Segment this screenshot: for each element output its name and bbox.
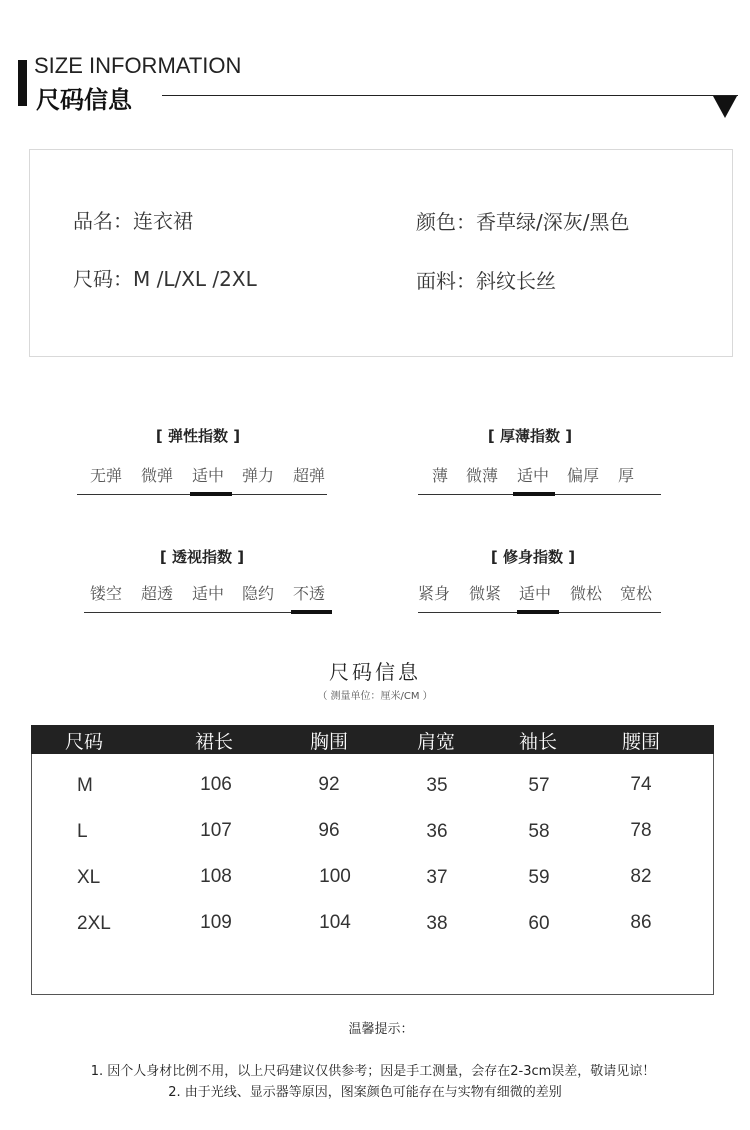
- table-cell: 59: [528, 867, 550, 888]
- table-header-cell: 腰围: [621, 731, 660, 753]
- product-info-box: [29, 149, 733, 357]
- index-option: 紧身: [417, 584, 450, 603]
- table-cell: 86: [630, 912, 652, 933]
- table-cell: 2XL: [77, 913, 111, 934]
- table-cell: 104: [319, 912, 351, 933]
- product-color: 颜色：香草绿/深灰/黑色: [416, 210, 630, 234]
- index-option: 无弹: [89, 466, 122, 485]
- index-title-fit: [ 修身指数 ]: [490, 548, 576, 566]
- table-cell: 74: [630, 774, 652, 795]
- index-option: 偏厚: [566, 466, 599, 485]
- product-fabric: 面料：斜纹长丝: [416, 269, 556, 293]
- index-option: 薄: [431, 466, 448, 485]
- index-selected-marker: [190, 492, 232, 496]
- header-title-cn: 尺码信息: [36, 86, 132, 114]
- index-option: 微薄: [465, 466, 498, 485]
- index-option: 微松: [569, 584, 602, 603]
- product-name: 品名：连衣裙: [73, 209, 193, 233]
- table-cell: 35: [426, 775, 448, 796]
- table-cell: 57: [528, 775, 550, 796]
- table-cell: 92: [318, 774, 340, 795]
- triangle-down-icon: [713, 96, 737, 118]
- index-option-selected: 适中: [518, 584, 551, 603]
- index-option: 镂空: [89, 584, 122, 603]
- index-option-selected: 适中: [516, 466, 549, 485]
- table-cell: 38: [426, 913, 448, 934]
- table-cell: XL: [77, 867, 101, 888]
- index-option: 超弹: [292, 466, 325, 485]
- index-option: 适中: [191, 584, 224, 603]
- note-line: 1. 因个人身材比例不用，以上尺码建议仅供参考；因是手工测量，会存在2-3cm误差，敬请见谅！: [90, 1064, 656, 1079]
- index-option: 厚: [617, 466, 634, 485]
- notes-title: 温馨提示：: [348, 1022, 414, 1037]
- table-header-cell: 肩宽: [416, 731, 455, 753]
- table-cell: 36: [426, 821, 448, 842]
- index-option: 弹力: [241, 466, 274, 485]
- index-option-selected: 适中: [191, 466, 224, 485]
- index-option: 隐约: [241, 584, 274, 603]
- index-title-thickness: [ 厚薄指数 ]: [487, 427, 573, 445]
- table-cell: 100: [319, 866, 351, 887]
- header-divider: [162, 95, 738, 96]
- table-cell: 108: [200, 866, 232, 887]
- size-table-unit: （ 测量单位：厘米/CM ）: [317, 691, 433, 702]
- index-option: 微弹: [140, 466, 173, 485]
- index-title-transparency: [ 透视指数 ]: [159, 548, 245, 566]
- table-header-cell: 袖长: [518, 731, 557, 753]
- size-table-title: 尺码信息: [329, 660, 421, 684]
- index-option: 微紧: [468, 584, 501, 603]
- index-selected-marker: [513, 492, 555, 496]
- table-header-cell: 尺码: [64, 731, 103, 753]
- table-cell: L: [77, 821, 88, 842]
- table-cell: 58: [528, 821, 550, 842]
- table-cell: 37: [426, 867, 448, 888]
- index-option: 超透: [140, 584, 173, 603]
- product-sizes: 尺码：M /L/XL /2XL: [73, 267, 257, 291]
- table-cell: 107: [200, 820, 232, 841]
- table-cell: 60: [528, 913, 550, 934]
- table-cell: M: [77, 775, 93, 796]
- table-cell: 96: [318, 820, 340, 841]
- index-selected-marker: [517, 610, 559, 614]
- table-cell: 78: [630, 820, 652, 841]
- index-option: 宽松: [619, 584, 652, 603]
- header-title-en: SIZE INFORMATION: [34, 53, 242, 78]
- index-option-selected: 不透: [292, 584, 325, 603]
- table-header-cell: 胸围: [309, 731, 348, 753]
- note-line: 2. 由于光线、显示器等原因，图案颜色可能存在与实物有细微的差别: [168, 1085, 562, 1100]
- header-accent-bar: [18, 60, 27, 106]
- table-cell: 82: [630, 866, 652, 887]
- index-title-elasticity: [ 弹性指数 ]: [155, 427, 241, 445]
- table-header-cell: 裙长: [194, 731, 233, 753]
- size-table: [31, 725, 714, 995]
- index-selected-marker: [291, 610, 332, 614]
- table-cell: 106: [200, 774, 232, 795]
- table-cell: 109: [200, 912, 232, 933]
